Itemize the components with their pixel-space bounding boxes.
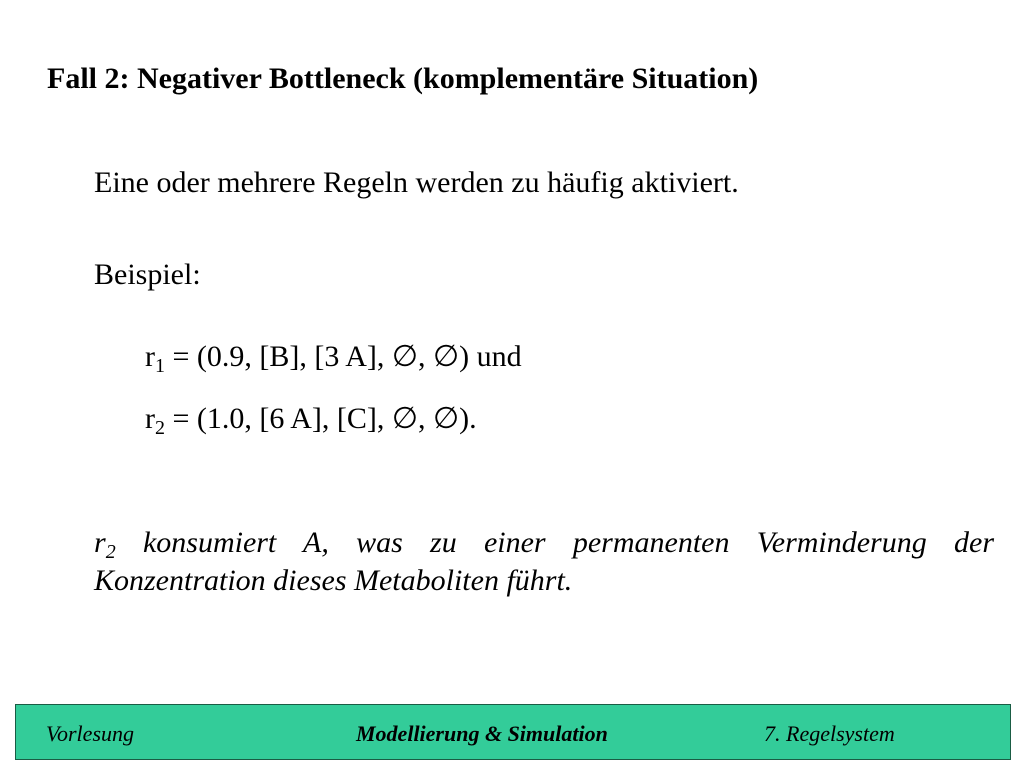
rule-r2-definition: = (1.0, [6 A], [C], ∅, ∅).	[165, 402, 477, 435]
rule-r1-index: 1	[155, 355, 165, 377]
explanation-subject: r	[94, 526, 106, 559]
rule-r2	[145, 402, 477, 440]
footer-lecture-label: Vorlesung	[46, 721, 134, 746]
explanation-paragraph	[94, 524, 994, 600]
rule-r1-symbol: r	[145, 340, 155, 373]
footer-chapter-label: 7. Regelsystem	[764, 721, 895, 746]
rule-r2-symbol: r	[145, 402, 155, 435]
explanation-subject-index: 2	[105, 541, 116, 563]
footer-course-title: Modellierung & Simulation	[356, 721, 608, 746]
rule-r1	[145, 340, 522, 378]
rule-r2-name	[145, 402, 165, 439]
explanation-text: konsumiert A, was zu einer permanenten Verminderung der Konzentration dieses Metaboliten führt.	[94, 526, 994, 597]
footer-bar	[15, 704, 1011, 760]
rule-r1-name	[145, 340, 165, 377]
statement-text: Eine oder mehrere Regeln werden zu häufig aktiviert.	[94, 166, 739, 199]
example-label: Beispiel:	[94, 258, 201, 291]
slide-title: Fall 2: Negativer Bottleneck (komplementäre Situation)	[47, 62, 759, 95]
rule-r2-index: 2	[155, 417, 165, 439]
rule-r1-definition: = (0.9, [B], [3 A], ∅, ∅) und	[165, 340, 522, 373]
